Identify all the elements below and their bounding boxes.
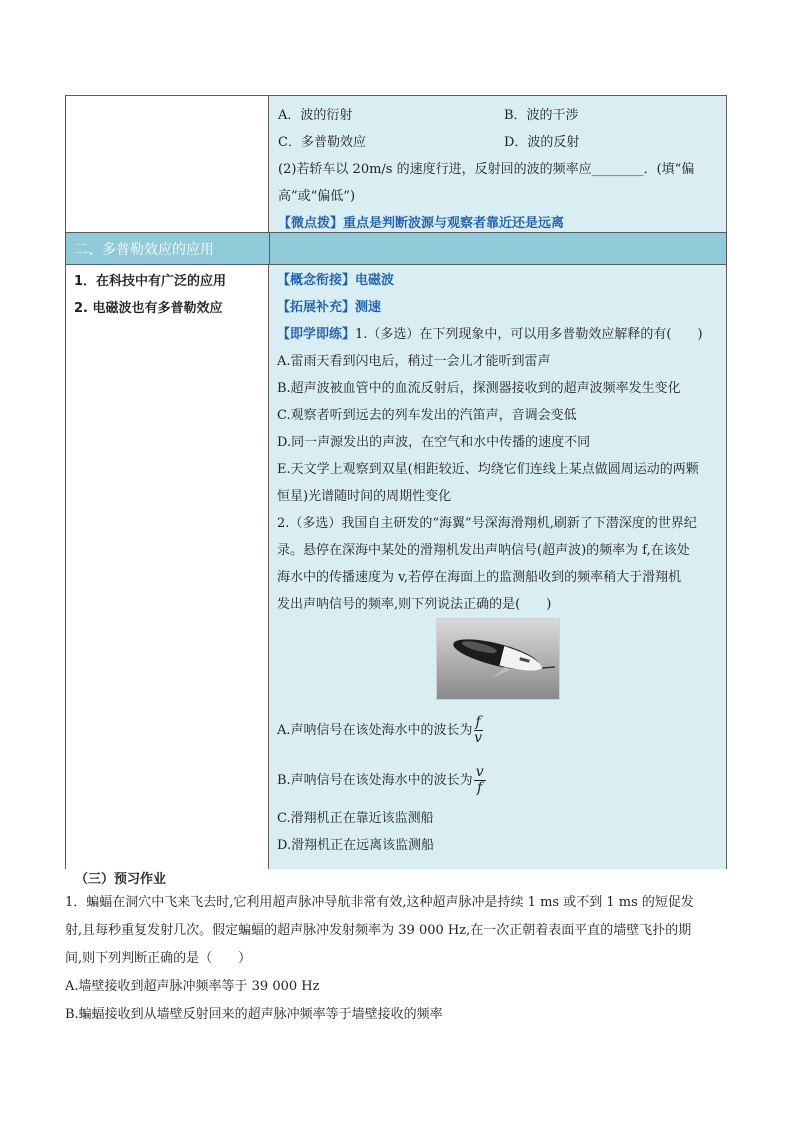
q1-option-d: D.同一声源发出的声波，在空气和水中传播的速度不同 (277, 435, 591, 450)
q2-line-2: 录。悬停在深海中某处的滑翔机发出声呐信号(超声波)的频率为 f,在该处 (277, 543, 690, 558)
option-a: A．波的衍射 (278, 108, 353, 123)
option-d: D．波的反射 (504, 135, 580, 150)
q2-line-1: 2.（多选）我国自主研发的“海翼”号深海滑翔机,刷新了下潜深度的世界纪 (277, 516, 697, 531)
options-row-1 (278, 102, 718, 129)
option-b: B．波的干涉 (504, 108, 579, 123)
left-top-cell (66, 96, 269, 232)
question2-line2: 高”或“偏低”) (278, 189, 356, 204)
fraction-v-over-f (474, 765, 486, 796)
homework-section (65, 871, 735, 1029)
q2-line-4: 发出声呐信号的频率,则下列说法正确的是( ) (277, 597, 552, 612)
q1-option-e: E.天文学上观察到双星(相距较近、均绕它们连线上某点做圆周运动的两颗 (277, 462, 699, 477)
content-table (65, 95, 727, 869)
question2-line1: (2)若轿车以 20m/s 的速度行进，反射回的波的频率应________．(填“偏 (278, 162, 695, 177)
fraction-b-denominator: f (477, 780, 483, 796)
option-c: C．多普勒效应 (278, 135, 366, 150)
q2-option-d: D.滑翔机正在远离该监测船 (277, 838, 435, 853)
practice-tag: 【即学即练】 (277, 327, 356, 342)
fraction-a-denominator: v (474, 730, 483, 746)
homework-line-4: A.墙壁接收到超声脉冲频率等于 39 000 Hz (65, 979, 320, 994)
concept-link: 【概念衔接】电磁波 (277, 273, 395, 288)
homework-heading: （三）预习作业 (75, 872, 167, 887)
glider-illustration (437, 619, 559, 699)
fraction-f-over-v (474, 715, 483, 746)
q2-option-b (277, 763, 486, 799)
homework-line-2: 射,且每秒重复发射几次。假定蝙蝠的超声脉冲发射频率为 39 000 Hz,在一次正朝着表面平直的墙壁飞扑的期 (65, 923, 692, 938)
q2-line-3: 海水中的传播速度为 v,若停在海面上的监测船收到的频率稍大于滑翔机 (277, 570, 682, 585)
homework-line-3: 间,则下列判断正确的是（ ） (65, 951, 252, 966)
fraction-a-numerator: f (475, 714, 481, 730)
q2-option-a-text: A.声呐信号在该处海水中的波长为 (277, 723, 473, 738)
q1-stem: 1.（多选）在下列现象中，可以用多普勒效应解释的有( ) (355, 327, 703, 342)
q1-option-b: B.超声波被血管中的血流反射后，探测器接收到的超声波频率发生变化 (277, 381, 681, 396)
options-row-2 (278, 129, 718, 156)
homework-line-5: B.蝙蝠接收到从墙壁反射回来的超声脉冲频率等于墙壁接收的频率 (65, 1007, 443, 1022)
q1-option-e-cont: 恒星)光谱随时间的周期性变化 (277, 489, 452, 504)
section-divider (269, 233, 270, 264)
q1-stem-line (277, 321, 720, 348)
tip-text: 【微点拨】重点是判断波源与观察者靠近还是远离 (278, 216, 565, 231)
q1-option-a: A.雷雨天看到闪电后，稍过一会儿才能听到雷声 (277, 354, 551, 369)
glider-photo (436, 618, 560, 700)
left-item-1: 1．在科技中有广泛的应用 (74, 274, 227, 289)
left-item-2: 2. 电磁波也有多普勒效应 (74, 301, 223, 316)
left-bottom-cell (66, 265, 269, 869)
q1-option-c: C.观察者听到远去的列车发出的汽笛声，音调会变低 (277, 408, 577, 423)
q2-option-a (277, 713, 486, 749)
section-title: 二、多普勒效应的应用 (74, 242, 214, 258)
q2-option-c: C.滑翔机正在靠近该监测船 (277, 811, 434, 826)
q2-option-b-text: B.声呐信号在该处海水中的波长为 (277, 773, 473, 788)
homework-line-1: 1．蝙蝠在洞穴中飞来飞去时,它利用超声脉冲导航非常有效,这种超声脉冲是持续 1 ms 或不到 1 ms 的短促发 (65, 895, 694, 910)
extension-note: 【拓展补充】测速 (277, 300, 382, 315)
right-top-cell (269, 96, 726, 232)
section-header-row (66, 232, 726, 265)
fraction-b-numerator: v (475, 764, 484, 780)
right-bottom-cell (269, 265, 726, 869)
